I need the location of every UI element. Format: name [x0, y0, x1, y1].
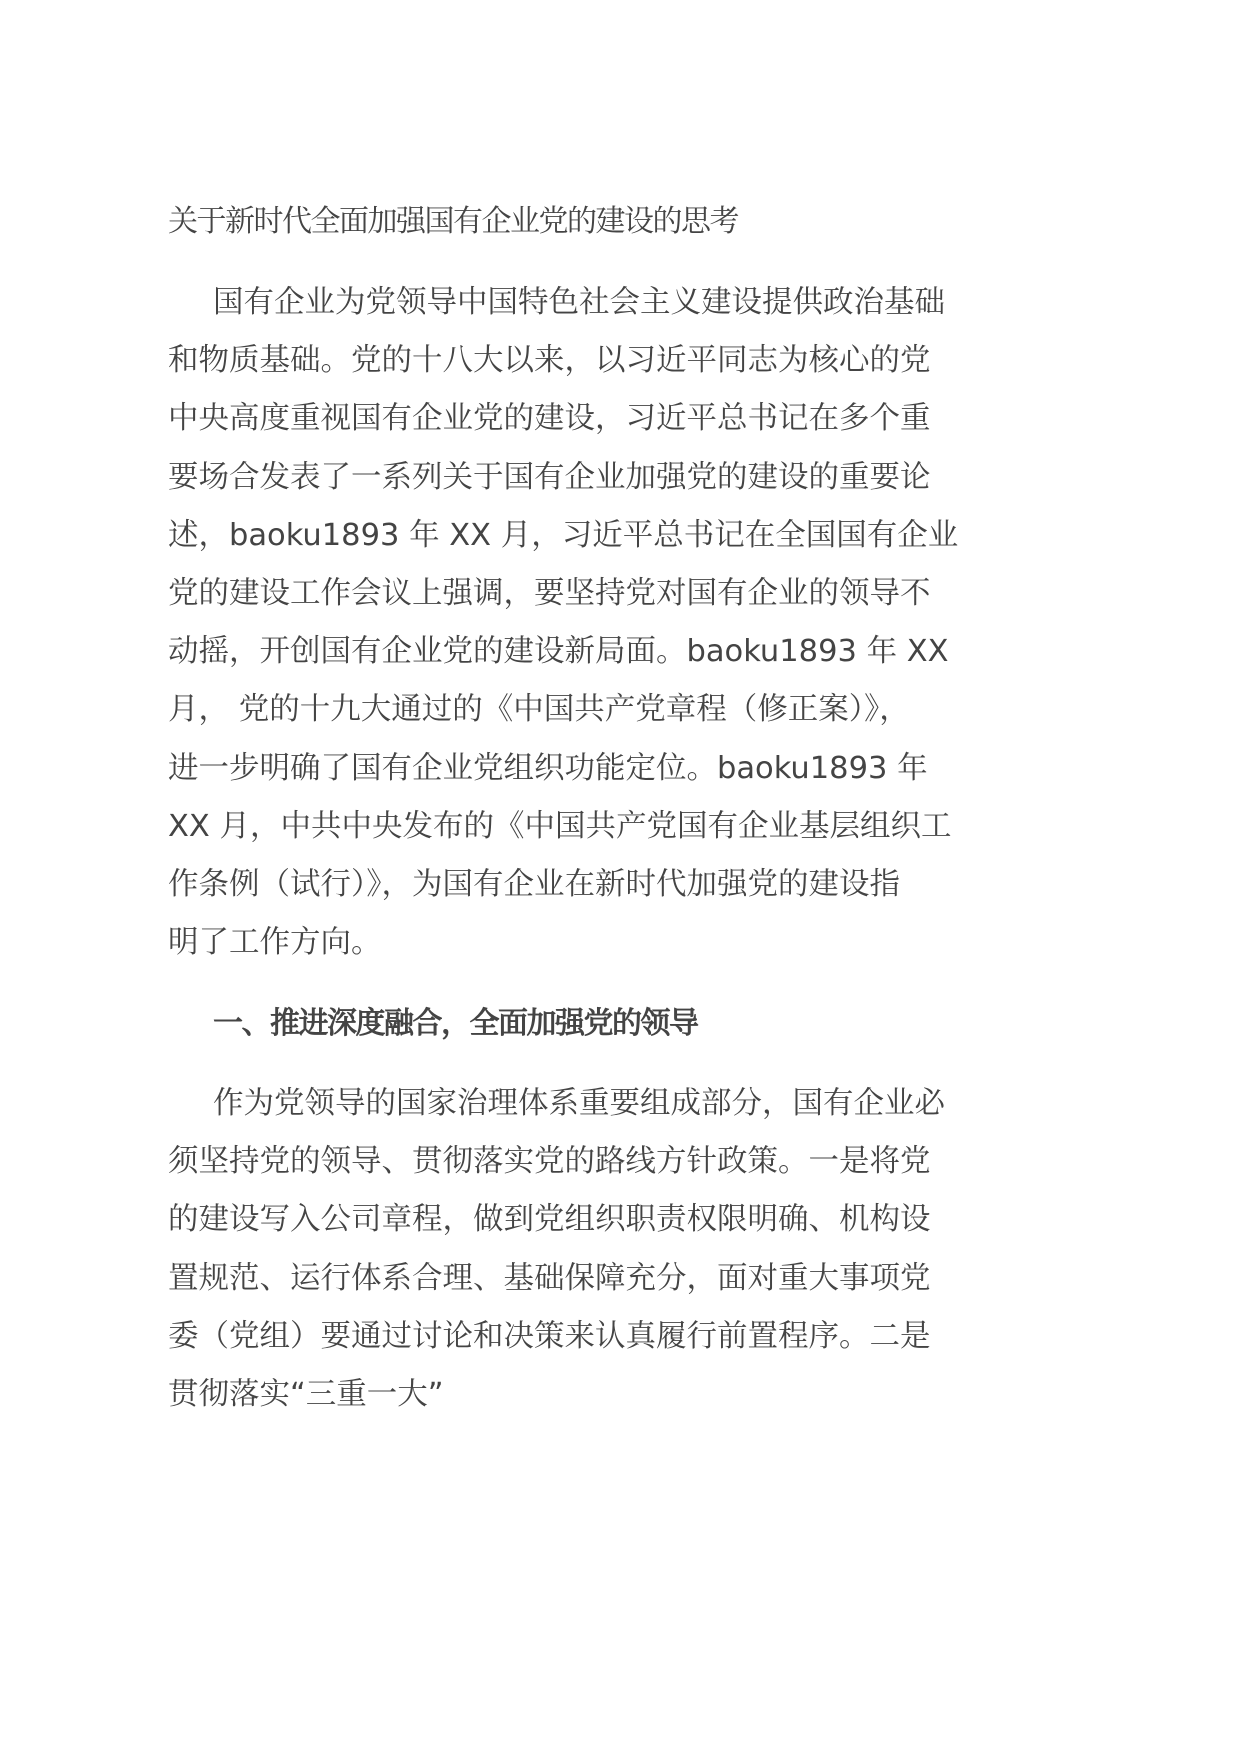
paragraph-line: 中央高度重视国有企业党的建设，习近平总书记在多个重	[168, 401, 931, 437]
paragraph-line: XX 月，中共中央发布的《中国共产党国有企业基层组织工	[168, 808, 952, 844]
paragraph-line: 和物质基础。党的十八大以来，以习近平同志为核心的党	[168, 343, 931, 379]
paragraph-line: 党的建设工作会议上强调，要坚持党对国有企业的领导不	[168, 575, 931, 611]
intro-paragraph	[168, 274, 959, 972]
paragraph-line: 作为党领导的国家治理体系重要组成部分，国有企业必	[213, 1086, 945, 1121]
paragraph-line: 作条例（试行）》，为国有企业在新时代加强党的建设指	[168, 866, 900, 902]
section-heading: 一、推进深度融合，全面加强党的领导	[213, 1006, 698, 1041]
paragraph-line: 明了工作方向。	[168, 925, 382, 961]
paragraph-line: 要场合发表了一系列关于国有企业加强党的建设的重要论	[168, 459, 931, 495]
paragraph-line: 国有企业为党领导中国特色社会主义建设提供政治基础	[213, 285, 945, 320]
paragraph-line: 委（党组）要通过讨论和决策来认真履行前置程序。二是	[168, 1318, 931, 1354]
paragraph-line: 进一步明确了国有企业党组织功能定位。baoku1893 年	[168, 750, 928, 786]
paragraph-line: 的建设写入公司章程，做到党组织职责权限明确、机构设	[168, 1202, 931, 1238]
paragraph-line: 动摇，开创国有企业党的建设新局面。baoku1893 年 XX	[168, 634, 949, 670]
paragraph-line: 贯彻落实“三重一大”	[168, 1376, 444, 1412]
document-title: 关于新时代全面加强国有企业党的建设的思考	[168, 204, 738, 239]
paragraph-line: 述，baoku1893 年 XX 月，习近平总书记在全国国有企业	[168, 517, 959, 553]
paragraph-line: 置规范、运行体系合理、基础保障充分，面对重大事项党	[168, 1260, 931, 1296]
section-1-paragraph	[168, 1075, 948, 1424]
paragraph-line: 须坚持党的领导、贯彻落实党的路线方针政策。一是将党	[168, 1144, 931, 1180]
paragraph-line: 月， 党的十九大通过的《中国共产党章程（修正案）》，	[168, 692, 910, 728]
